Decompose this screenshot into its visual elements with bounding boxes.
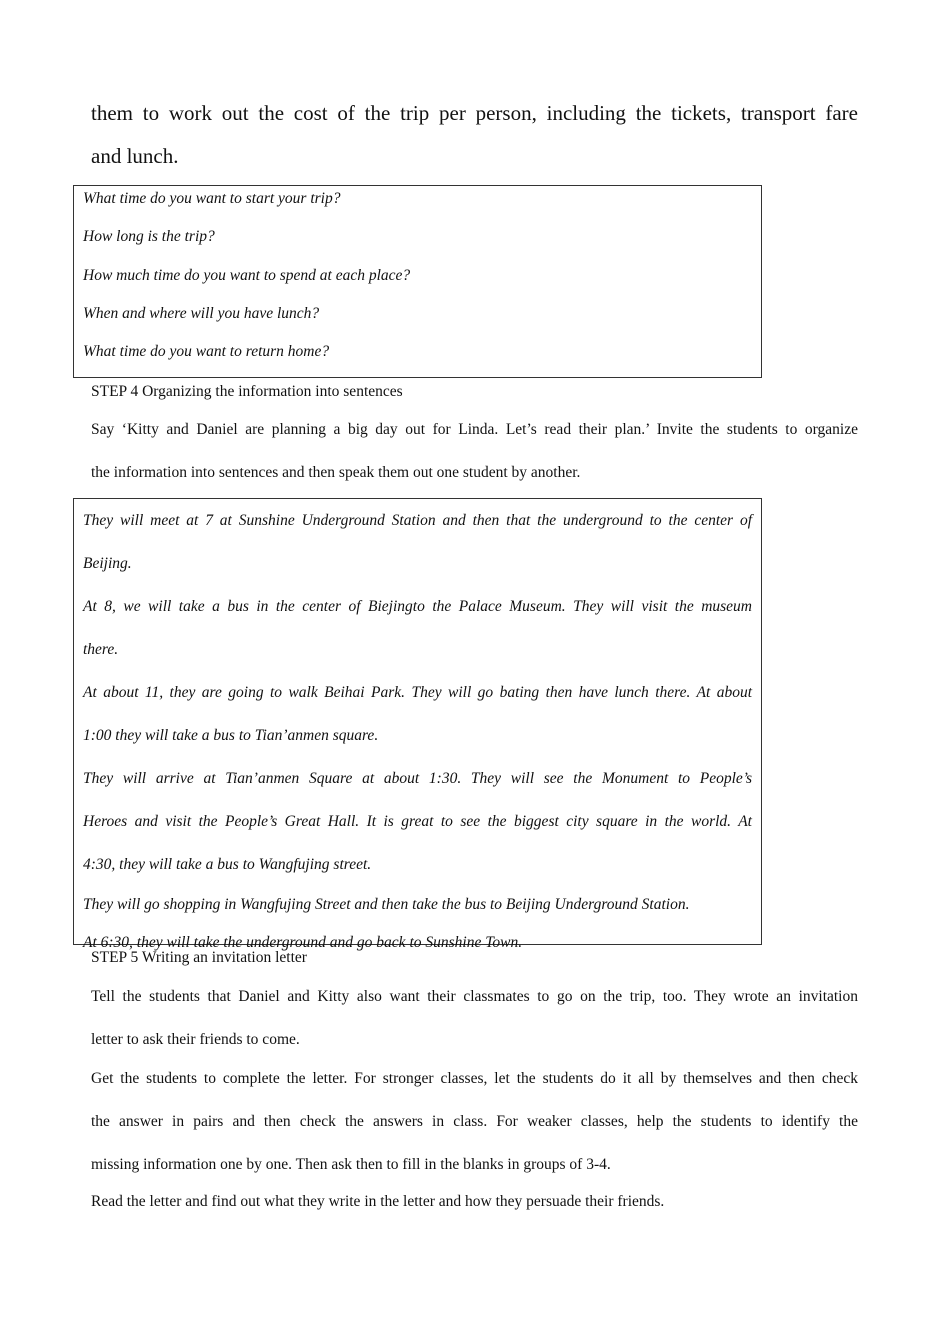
plan-p2 xyxy=(83,585,752,671)
step5-read-paragraph: Read the letter and find out what they write in the letter and how they persuade their friends. xyxy=(91,1193,665,1210)
plan-p4-line-2: Heroes and visit the People’s Great Hall. It is great to see the biggest city square in the world. At xyxy=(83,813,752,830)
question-5: What time do you want to return home? xyxy=(83,343,330,361)
question-4: When and where will you have lunch? xyxy=(83,304,320,322)
step5-tell-line-2: letter to ask their friends to come. xyxy=(91,1031,300,1048)
step5-heading: STEP 5 Writing an invitation letter xyxy=(91,949,307,966)
question-1: What time do you want to start your trip? xyxy=(83,190,341,207)
plan-p6: At 6:30, they will take the underground and go back to Sunshine Town. xyxy=(83,934,523,951)
step5-get-line-2: the answer in pairs and then check the answers in class. For weaker classes, help the students to identify the xyxy=(91,1113,858,1130)
step4-paragraph-line-2: the information into sentences and then speak them out one student by another. xyxy=(91,464,581,481)
plan-p4 xyxy=(83,757,752,886)
step4-paragraph xyxy=(91,408,858,494)
intro-line-1: them to work out the cost of the trip per person, including the tickets, transport fare xyxy=(91,101,858,125)
plan-p3-line-2: 1:00 they will take a bus to Tian’anmen square. xyxy=(83,727,379,744)
intro-paragraph xyxy=(91,92,858,178)
plan-p5: They will go shopping in Wangfujing Street and then take the bus to Beijing Underground Station. xyxy=(83,896,690,913)
step5-get-paragraph xyxy=(91,1057,858,1186)
plan-p3 xyxy=(83,671,752,757)
plan-p2-line-2: there. xyxy=(83,641,119,658)
plan-p4-line-1: They will arrive at Tian’anmen Square at about 1:30. They will see the Monument to People’s xyxy=(83,770,752,787)
plan-p1-line-2: Beijing. xyxy=(83,555,132,572)
plan-p1-line-1: They will meet at 7 at Sunshine Underground Station and then that the underground to the center of xyxy=(83,512,752,529)
step4-paragraph-line-1: Say ‘Kitty and Daniel are planning a big day out for Linda. Let’s read their plan.’ Invite the students to organize xyxy=(91,421,858,438)
plan-p3-line-1: At about 11, they are going to walk Beihai Park. They will go bating then have lunch there. At about xyxy=(83,684,752,701)
step5-tell-paragraph xyxy=(91,975,858,1061)
plan-p2-line-1: At 8, we will take a bus in the center of Biejingto the Palace Museum. They will visit the museum xyxy=(83,598,752,615)
step5-get-line-3: missing information one by one. Then ask then to fill in the blanks in groups of 3-4. xyxy=(91,1156,611,1173)
step5-tell-line-1: Tell the students that Daniel and Kitty also want their classmates to go on the trip, too. They wrote an invitation xyxy=(91,988,858,1005)
intro-line-2: and lunch. xyxy=(91,144,179,168)
step5-get-line-1: Get the students to complete the letter. For stronger classes, let the students do it all by themselves and then check xyxy=(91,1070,858,1087)
plan-p4-line-3: 4:30, they will take a bus to Wangfujing street. xyxy=(83,856,372,873)
plan-box xyxy=(73,498,762,951)
plan-p1 xyxy=(83,499,752,585)
question-3: How much time do you want to spend at each place? xyxy=(83,266,411,284)
step4-heading: STEP 4 Organizing the information into sentences xyxy=(91,383,403,400)
question-2: How long is the trip? xyxy=(83,228,215,246)
questions-box xyxy=(73,185,762,378)
